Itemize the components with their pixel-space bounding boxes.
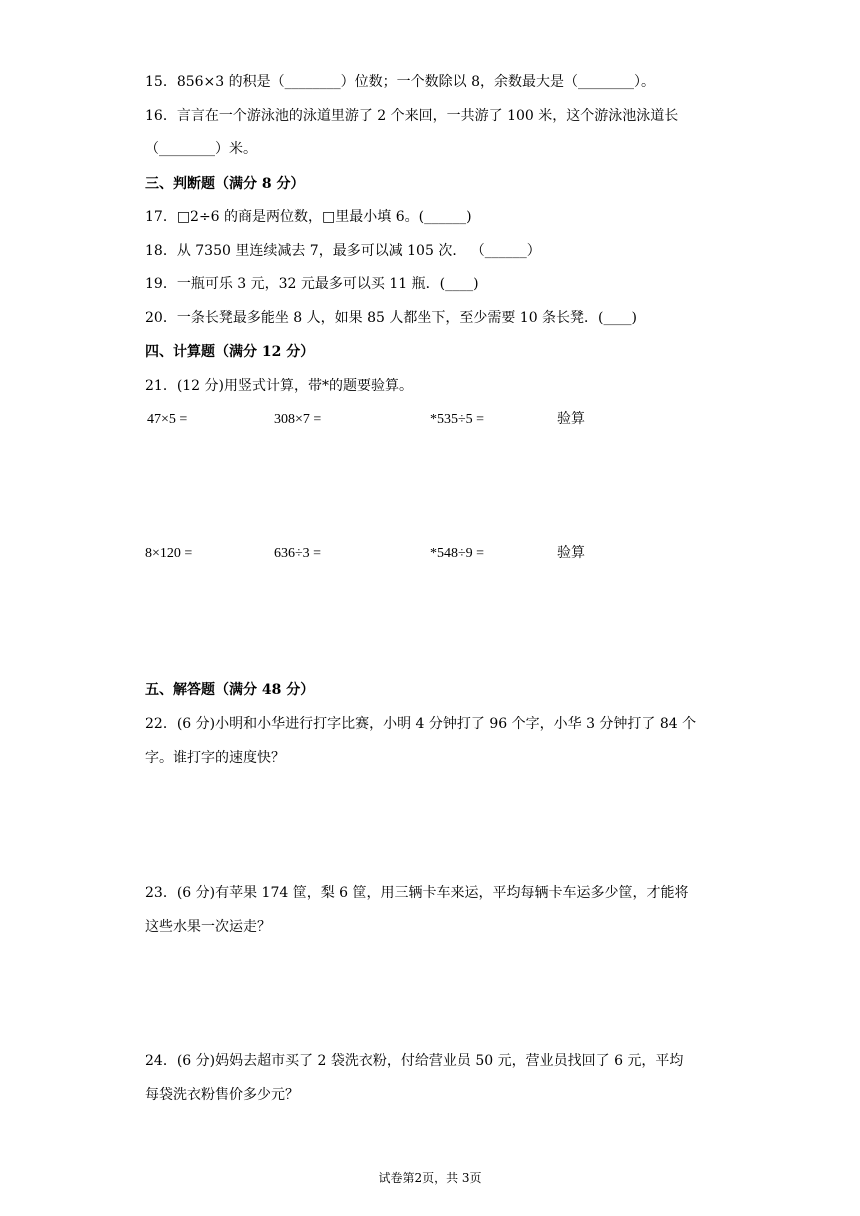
calc-1-2: 308×7 = [274, 412, 322, 427]
question-17: 17．□2÷6 的商是两位数，□里最小填 6。(______) [145, 209, 472, 225]
section-5-heading: 五、解答题（满分 48 分） [145, 682, 315, 698]
question-24-line-2: 每袋洗衣粉售价多少元？ [145, 1087, 299, 1103]
calc-2-1: 8×120 = [145, 546, 193, 561]
question-23-line-2: 这些水果一次运走？ [145, 919, 271, 935]
page-footer: 试卷第2页，共 3页 [378, 1171, 482, 1185]
question-21: 21．(12 分)用竖式计算，带*的题要验算。 [145, 378, 414, 394]
calc-1-3: *535÷5 = [430, 412, 485, 427]
question-15: 15．856×3 的积是（________）位数；一个数除以 8，余数最大是（________）。 [145, 74, 655, 90]
question-20: 20．一条长凳最多能坐 8 人，如果 85 人都坐下，至少需要 10 条长凳．(____) [145, 310, 637, 326]
question-24-line-1: 24．(6 分)妈妈去超市买了 2 袋洗衣粉，付给营业员 50 元，营业员找回了 6 元，平均 [145, 1053, 684, 1069]
verify-label-1: 验算 [557, 412, 585, 427]
question-19: 19．一瓶可乐 3 元，32 元最多可以买 11 瓶．(____) [145, 276, 479, 292]
section-4-heading: 四、计算题（满分 12 分） [145, 344, 315, 360]
calc-2-3: *548÷9 = [430, 546, 485, 561]
question-16-line-2: （________）米。 [145, 141, 257, 157]
question-22-line-2: 字。谁打字的速度快？ [145, 750, 285, 766]
question-18: 18．从 7350 里连续减去 7，最多可以减 105 次． （______） [145, 243, 541, 259]
question-16-line-1: 16．言言在一个游泳池的泳道里游了 2 个来回，一共游了 100 米，这个游泳池泳道长 [145, 108, 679, 124]
verify-label-2: 验算 [557, 546, 585, 561]
section-3-heading: 三、判断题（满分 8 分） [145, 176, 305, 192]
calc-2-2: 636÷3 = [274, 546, 322, 561]
question-23-line-1: 23．(6 分)有苹果 174 筐，梨 6 筐，用三辆卡车来运，平均每辆卡车运多少筐，才能将 [145, 885, 689, 901]
question-22-line-1: 22．(6 分)小明和小华进行打字比赛，小明 4 分钟打了 96 个字，小华 3 分钟打了 84 个 [145, 716, 697, 732]
calc-1-1: 47×5 = [147, 412, 188, 427]
